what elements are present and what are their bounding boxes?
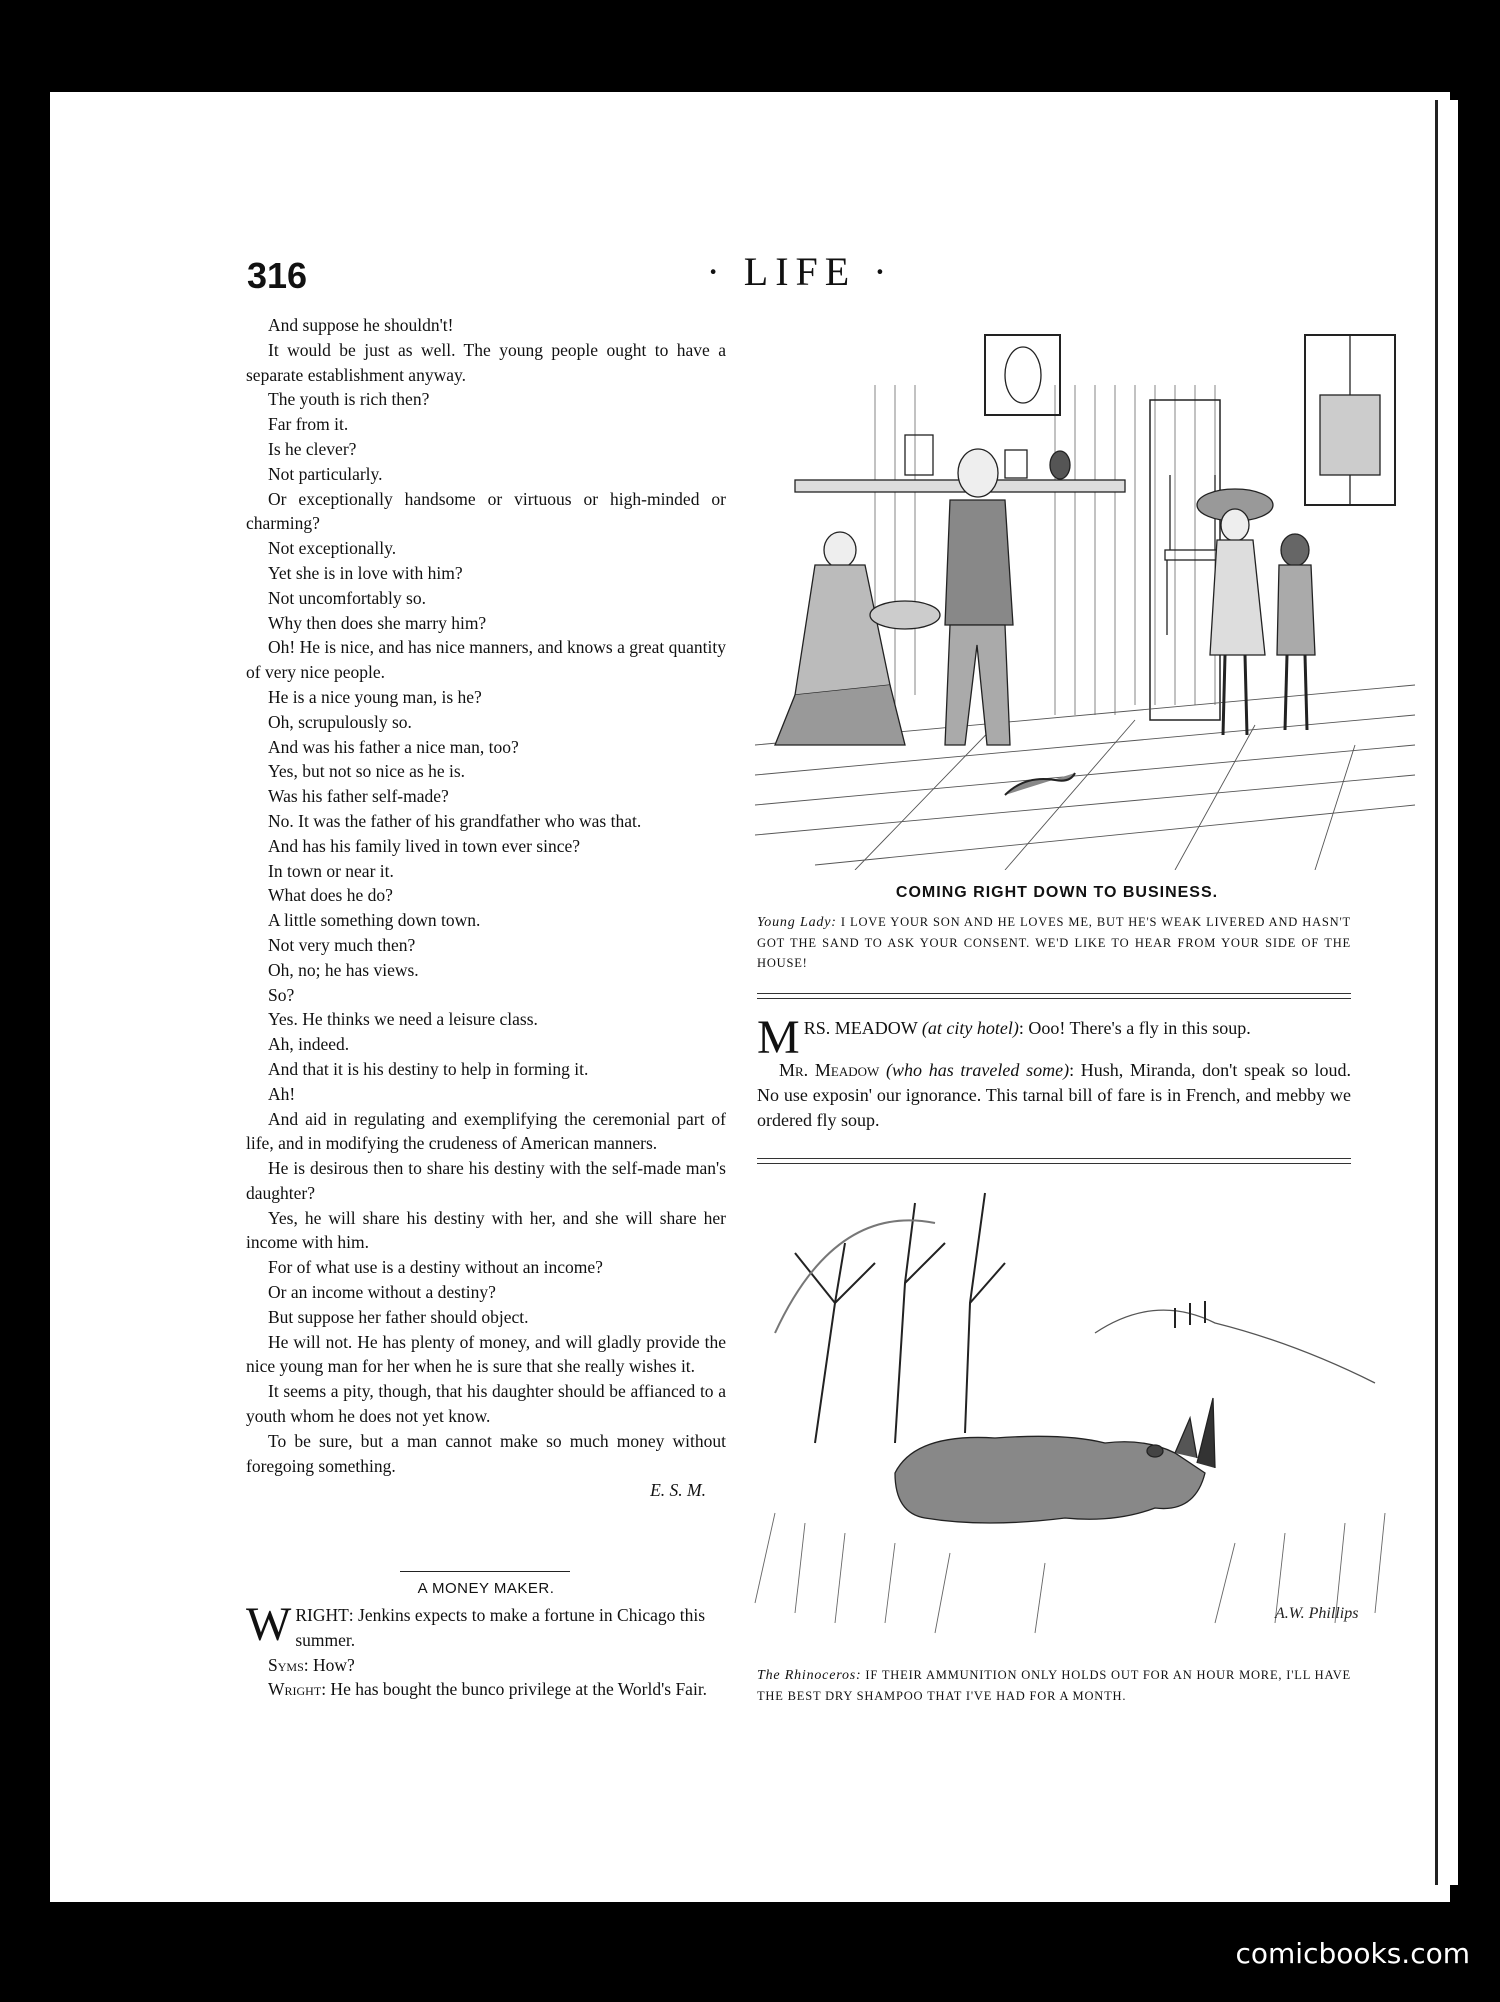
dialogue-paragraph: Not very much then?	[268, 934, 416, 955]
dialogue-paragraph: What does he do?	[268, 885, 393, 906]
dialogue-paragraph: Yes, but not so nice as he is.	[268, 761, 466, 782]
dialogue-paragraph: Ah!	[268, 1083, 296, 1104]
cartoon1-caption	[757, 912, 1351, 973]
standing-father-figure	[945, 449, 1013, 745]
dialogue-paragraph: Oh! He is nice, and has nice manners, and knows a great quantity of very nice people.	[246, 637, 726, 683]
dialogue-paragraph: And suppose he shouldn't!	[268, 315, 454, 335]
dialogue-paragraph: Yes. He thinks we need a leisure class.	[268, 1009, 538, 1030]
dialogue-paragraph: Is he clever?	[268, 438, 357, 459]
dialogue-line: : Hush, Miranda, don't speak so loud. No use exposin' our ignorance. This tarnal bill of fare is in French, and mebby we ordered fly soup.	[757, 1060, 1352, 1130]
dialogue-paragraph: Not particularly.	[268, 463, 383, 484]
dialogue-paragraph: He is desirous then to share his destiny with the self-made man's daughter?	[246, 1158, 726, 1203]
dialogue-paragraph: Or exceptionally handsome or virtuous or high-minded or charming?	[246, 488, 726, 534]
money-maker-text	[246, 1598, 726, 1702]
drop-cap: W	[246, 1598, 292, 1651]
page-number: 316	[247, 255, 308, 296]
dialogue-paragraphs	[246, 313, 726, 1429]
dialogue-paragraph: Yet she is in love with him?	[268, 562, 463, 583]
double-rule-divider	[757, 1158, 1351, 1164]
dialogue-paragraph: He will not. He has plenty of money, and will gladly provide the nice young man for her when he is sure that she really wishes it.	[246, 1331, 726, 1377]
speaker-name: RIGHT	[295, 1605, 349, 1625]
dialogue-paragraph: Or an income without a destiny?	[268, 1282, 496, 1303]
dialogue-paragraph: The youth is rich then?	[268, 389, 430, 410]
dialogue-paragraph: Yes, he will share his destiny with her, and she will share her income with him.	[246, 1207, 726, 1253]
young-man-figure	[1277, 534, 1315, 730]
rhino-horn	[1175, 1418, 1197, 1458]
caption-text: I LOVE YOUR SON AND HE LOVES ME, BUT HE'S WEAK LIVERED AND HASN'T GOT THE SAND TO ASK YOUR CONSENT. WE'D LIKE TO HEAR FROM YOUR SIDE OF THE HOUSE!	[757, 915, 1351, 970]
dialogue-paragraph: He is a nice young man, is he?	[268, 686, 482, 707]
speaker-name: RS. MEADOW	[803, 1018, 918, 1038]
rhino-horn	[1197, 1398, 1215, 1468]
facing-page-edge	[1435, 100, 1458, 1885]
trees	[775, 1193, 1005, 1443]
dialogue-line: : Ooo! There's a fly in this soup.	[1018, 1018, 1251, 1038]
dialogue-paragraph: Oh, no; he has views.	[268, 959, 419, 980]
cat	[1005, 773, 1075, 795]
dialogue-paragraph: It would be just as well. The young people ought to have a separate establishment anyway.	[246, 339, 726, 385]
dialogue-paragraph: In town or near it.	[268, 860, 394, 881]
dialogue-paragraph: But suppose her father should object.	[268, 1306, 529, 1327]
dialogue-column	[246, 313, 726, 1503]
author-signature: E. S. M.	[650, 1480, 706, 1501]
dialogue-paragraph: And that it is his destiny to help in forming it.	[268, 1058, 589, 1079]
dialogue-paragraph: Ah, indeed.	[268, 1034, 350, 1055]
section-divider	[400, 1571, 570, 1572]
dialogue-paragraph: Oh, scrupulously so.	[268, 711, 412, 732]
rhinoceros	[895, 1398, 1215, 1523]
meadow-joke	[757, 1011, 1352, 1133]
dialogue-paragraph: For of what use is a destiny without an income?	[268, 1257, 603, 1278]
caption-speaker: Young Lady:	[757, 915, 837, 930]
cartoon1-title: COMING RIGHT DOWN TO BUSINESS.	[895, 884, 1219, 901]
dialogue-paragraph: And has his family lived in town ever since?	[268, 835, 581, 856]
stage-direction: (at city hotel)	[921, 1018, 1019, 1038]
dialogue-line: : He has bought the bunco privilege at the World's Fair.	[321, 1679, 708, 1700]
masthead-title: · LIFE ·	[706, 249, 894, 294]
dialogue-paragraph: And was his father a nice man, too?	[268, 736, 519, 757]
dialogue-paragraph: Not exceptionally.	[268, 538, 397, 559]
money-maker-title: A MONEY MAKER.	[417, 1580, 555, 1597]
cartoon-rhinoceros-illustration	[735, 1183, 1415, 1653]
dialogue-paragraph: And aid in regulating and exemplifying the ceremonial part of life, and in modifying the crudeness of American manners.	[246, 1108, 726, 1154]
artist-signature: A.W. Phillips	[1275, 1605, 1359, 1622]
speaker-name: Wright	[268, 1679, 322, 1700]
author-signature-row	[246, 1478, 726, 1503]
dialogue-line: : How?	[303, 1654, 355, 1675]
dialogue-paragraph: It seems a pity, though, that his daughter should be affianced to a youth whom he does not yet know.	[246, 1381, 726, 1427]
drop-cap: M	[757, 1011, 800, 1064]
dialogue-paragraph: Not uncomfortably so.	[268, 587, 426, 608]
speaker-name: Mr. Meadow	[779, 1060, 880, 1080]
dialogue-paragraph: A little something down town.	[268, 910, 481, 931]
caption-text: IF THEIR AMMUNITION ONLY HOLDS OUT FOR AN HOUR MORE, I'LL HAVE THE BEST DRY SHAMPOO THAT I'VE HAD FOR A MONTH.	[757, 1668, 1351, 1703]
young-lady-figure	[1197, 489, 1273, 735]
watermark: comicbooks.com	[1235, 1937, 1470, 1970]
cartoon2-caption	[757, 1665, 1351, 1706]
double-rule-divider	[757, 993, 1351, 999]
dialogue-paragraph: So?	[268, 984, 295, 1005]
cartoon-interior-illustration	[755, 325, 1415, 870]
stage-direction: (who has traveled some)	[885, 1060, 1070, 1080]
speaker-name: Syms	[268, 1654, 304, 1675]
closing-line: To be sure, but a man cannot make so much money without foregoing something.	[246, 1430, 726, 1476]
caption-speaker: The Rhinoceros:	[757, 1668, 862, 1683]
dialogue-paragraph: Far from it.	[268, 414, 349, 435]
dialogue-paragraph: No. It was the father of his grandfather who was that.	[268, 810, 642, 831]
dialogue-line: : Jenkins expects to make a fortune in Chicago this summer.	[295, 1605, 706, 1650]
dialogue-paragraph: Was his father self-made?	[268, 786, 449, 807]
dialogue-paragraph: Why then does she marry him?	[268, 612, 487, 633]
distant-hunters	[1175, 1301, 1205, 1328]
